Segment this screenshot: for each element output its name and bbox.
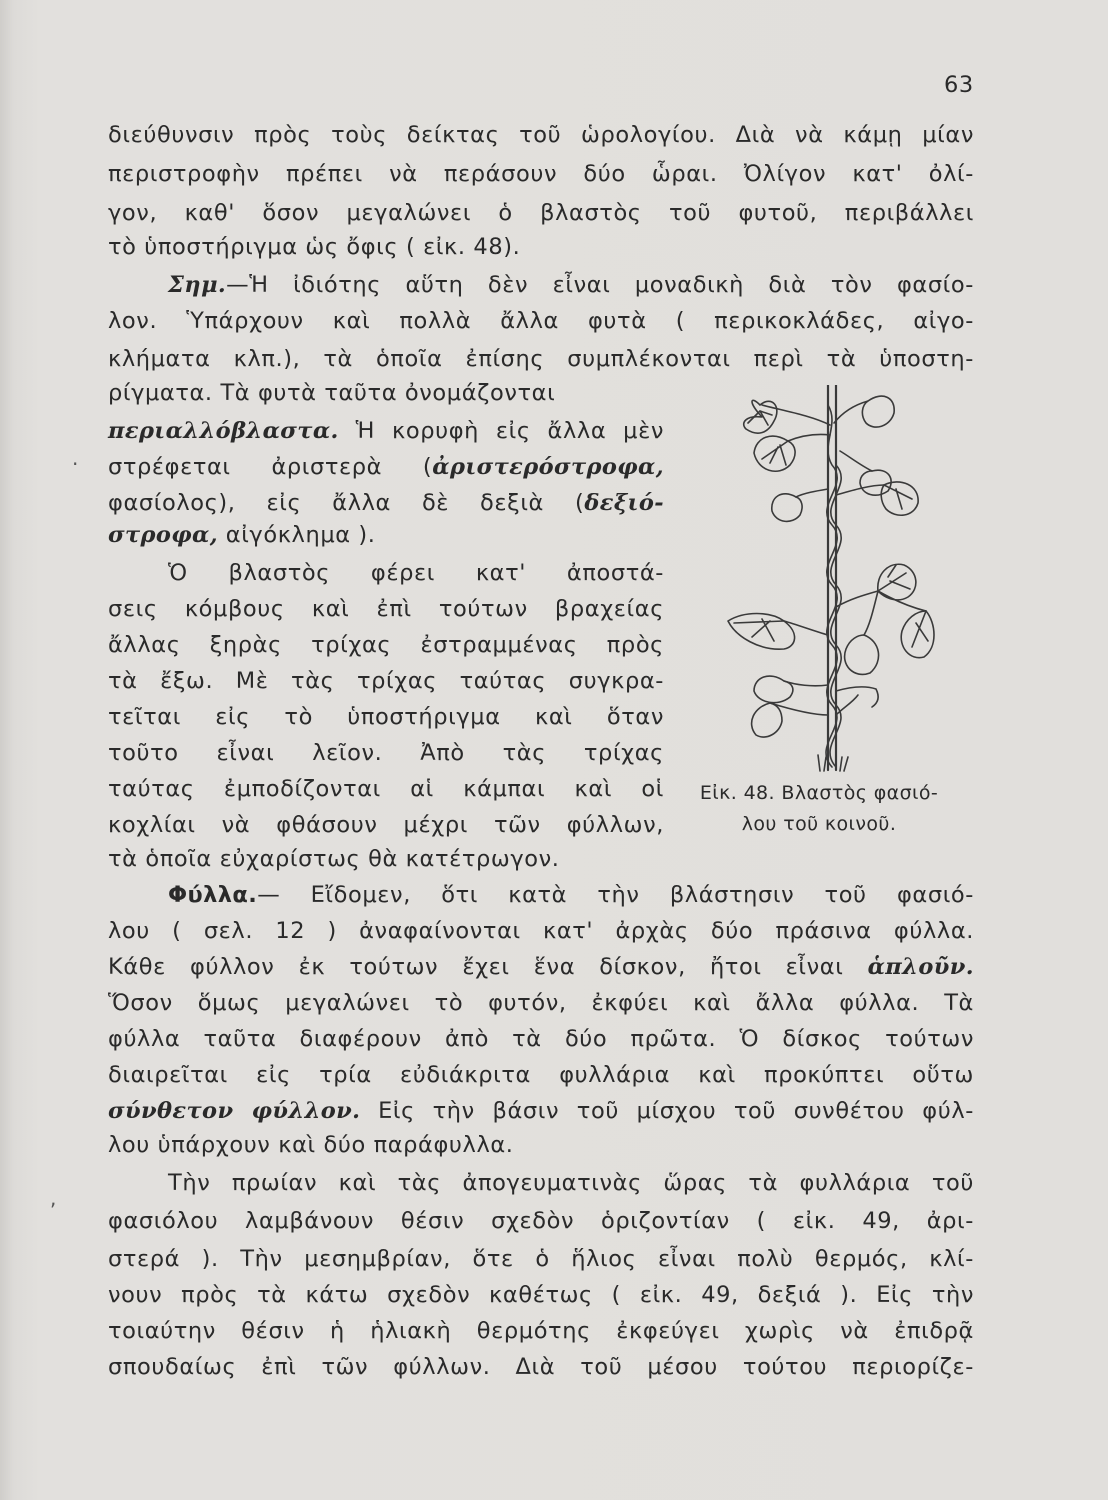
text-line: σύνθετον φύλλον. Εἰς τὴν βάσιν τοῦ μίσχου τοῦ συνθέτου φύλ- [108, 1098, 974, 1124]
text-line: Σημ.—Ἡ ἰδιότης αὕτη δὲν εἶναι μοναδικὴ διὰ τὸν φασίο- [168, 272, 974, 298]
term-syntheton-fyllon: σύνθετον φύλλον. [108, 1098, 361, 1124]
text-line: λου ( σελ. 12 ) ἀναφαίνονται κατ' ἀρχὰς δύο πράσινα φύλλα. [108, 918, 974, 944]
text-line: στροφα, αἰγόκλημα ). [108, 522, 376, 548]
term-aploun: ἁπλοῦν. [867, 954, 974, 980]
text-line: νουν πρὸς τὰ κάτω σχεδὸν καθέτως ( εἰκ. 49, δεξιά ). Εἰς τὴν [108, 1282, 974, 1308]
text-line: τὰ ὁποῖα εὐχαρίστως θὰ κατέτρωγον. [108, 846, 560, 872]
text-line: φασίολος), εἰς ἄλλα δὲ δεξιὰ (δεξιό- [108, 490, 664, 516]
margin-dot-mark: · [72, 452, 79, 476]
caption-line: Εἰκ. 48. Βλαστὸς φασιό- [699, 782, 939, 804]
text-line: σεις κόμβους καὶ ἐπὶ τούτων βραχείας [108, 596, 664, 622]
text-line: τοῦτο εἶναι λεῖον. Ἀπὸ τὰς τρίχας [108, 740, 664, 766]
bean-vine-illustration [700, 385, 950, 775]
text-line: φασιόλου λαμβάνουν θέσιν σχεδὸν ὁριζοντίαν ( εἰκ. 49, ἀρι- [108, 1208, 974, 1234]
text-line: διεύθυνσιν πρὸς τοὺς δείκτας τοῦ ὡρολογίου. Διὰ νὰ κάμῃ μίαν [108, 122, 974, 148]
text-line: τὰ ἔξω. Μὲ τὰς τρίχας ταύτας συγκρα- [108, 668, 664, 694]
term-periallovlasta: περιαλλόβλαστα. [108, 418, 339, 444]
term-dexiostrofa: δεξιό- [584, 490, 664, 516]
text-line: Κάθε φύλλον ἐκ τούτων ἔχει ἕνα δίσκον, ἤτοι εἶναι ἁπλοῦν. [108, 954, 974, 980]
text-line: τεῖται εἰς τὸ ὑποστήριγμα καὶ ὅταν [108, 704, 664, 730]
note-abbrev: Σημ. [168, 272, 227, 298]
figure-caption [688, 778, 950, 840]
text-line: Ὅσον ὅμως μεγαλώνει τὸ φυτόν, ἐκφύει καὶ ἄλλα φύλλα. Τὰ [108, 990, 974, 1016]
text-line: λου ὑπάρχουν καὶ δύο παράφυλλα. [108, 1132, 514, 1158]
text-line: περιστροφὴν πρέπει νὰ περάσουν δύο ὧραι. Ὀλίγον κατ' ὀλί- [108, 161, 974, 187]
text-line: Φύλλα.— Εἴδομεν, ὅτι κατὰ τὴν βλάστησιν τοῦ φασιό- [168, 882, 974, 908]
text-line: στερά ). Τὴν μεσημβρίαν, ὅτε ὁ ἥλιος εἶναι πολὺ θερμός, κλί- [108, 1246, 974, 1272]
text-line: κοχλίαι νὰ φθάσουν μέχρι τῶν φύλλων, [108, 812, 664, 838]
text-line: στρέφεται ἀριστερὰ (ἀριστερόστροφα, [108, 454, 664, 480]
heading-fylla: Φύλλα. [168, 882, 258, 908]
caption-line: λου τοῦ κοινοῦ. [741, 813, 897, 835]
page-number: 63 [944, 72, 974, 98]
text-line: Ὁ βλαστὸς φέρει κατ' ἀποστά- [168, 560, 664, 586]
text-line: κλήματα κλπ.), τὰ ὁποῖα ἐπίσης συμπλέκονται περὶ τὰ ὑποστη- [108, 346, 974, 372]
text-line: λον. Ὑπάρχουν καὶ πολλὰ ἄλλα φυτὰ ( περικοκλάδες, αἰγο- [108, 308, 974, 334]
text-line: ἄλλας ξηρὰς τρίχας ἐστραμμένας πρὸς [108, 632, 664, 658]
text-line: διαιρεῖται εἰς τρία εὐδιάκριτα φυλλάρια καὶ προκύπτει οὕτω [108, 1062, 974, 1088]
text-line: σπουδαίως ἐπὶ τῶν φύλλων. Διὰ τοῦ μέσου τούτου περιορίζε- [108, 1354, 974, 1380]
text-line: τὸ ὑποστήριγμα ὡς ὄφις ( εἰκ. 48). [108, 234, 521, 260]
text-line: περιαλλόβλαστα. Ἡ κορυφὴ εἰς ἄλλα μὲν [108, 418, 664, 444]
text-line: γον, καθ' ὅσον μεγαλώνει ὁ βλαστὸς τοῦ φυτοῦ, περιβάλλει [108, 200, 974, 226]
text-line: φύλλα ταῦτα διαφέρουν ἀπὸ τὰ δύο πρῶτα. Ὁ δίσκος τούτων [108, 1026, 974, 1052]
margin-tick-mark: , [50, 1186, 57, 1210]
term-aristerostrofa: ἀριστερόστροφα, [432, 454, 664, 480]
text-line: Τὴν πρωίαν καὶ τὰς ἀπογευματινὰς ὥρας τὰ φυλλάρια τοῦ [168, 1170, 974, 1196]
text-line: τοιαύτην θέσιν ἡ ἡλιακὴ θερμότης ἐκφεύγει χωρὶς νὰ ἐπιδρᾷ [108, 1318, 974, 1344]
text-line: ρίγματα. Τὰ φυτὰ ταῦτα ὀνομάζονται [108, 380, 556, 406]
text-line: ταύτας ἐμποδίζονται αἱ κάμπαι καὶ οἱ [108, 776, 664, 802]
